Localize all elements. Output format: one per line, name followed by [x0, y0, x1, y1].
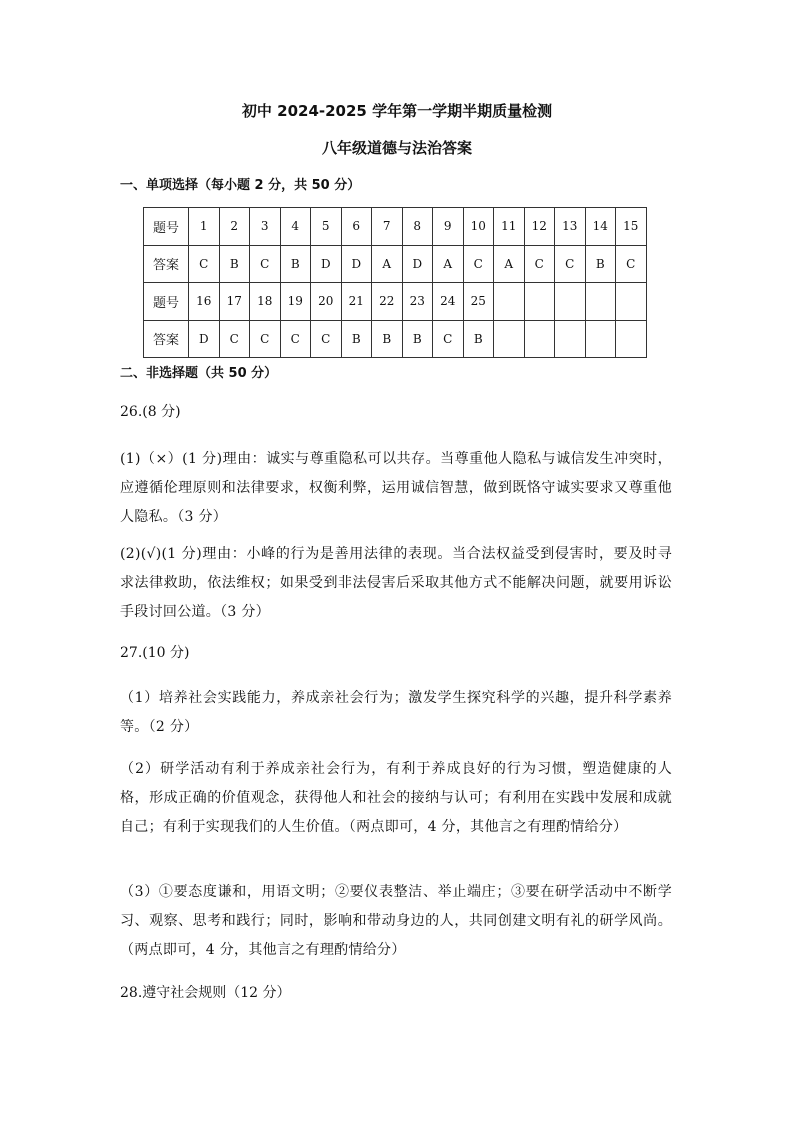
answer-table-cell: B [585, 245, 616, 283]
section-1-heading: 一、单项选择（每小题 2 分，共 50 分） [120, 178, 361, 193]
answer-table-cell: 12 [524, 208, 555, 246]
answer-table-cell: 4 [280, 208, 311, 246]
answer-table-cell: C [189, 245, 220, 283]
answer-table-cell [585, 320, 616, 358]
answer-table-row-label: 答案 [144, 245, 189, 283]
answer-table-cell: 13 [555, 208, 586, 246]
answer-table-cell: B [280, 245, 311, 283]
answer-table-cell [555, 320, 586, 358]
answer-table-cell: B [219, 245, 250, 283]
answer-table-cell: A [494, 245, 525, 283]
question-27-part-2: （2）研学活动有利于养成亲社会行为，有利于养成良好的行为习惯，塑造健康的人格，形成正确的价值观念，获得他人和社会的接纳与认可；有利用在实践中发展和成就自己；有利于实现我们的人生价值。（两点即可，4 分，其他言之有理酌情给分） [120, 761, 672, 835]
answer-table-cell [585, 283, 616, 321]
answer-table-cell: 24 [433, 283, 464, 321]
answer-table-cell: D [402, 245, 433, 283]
answer-table-cell: 7 [372, 208, 403, 246]
answer-table-cell: 22 [372, 283, 403, 321]
answer-table-row-label: 题号 [144, 283, 189, 321]
answer-table-cell: 21 [341, 283, 372, 321]
answer-table-cell: 9 [433, 208, 464, 246]
answer-table [143, 207, 647, 358]
question-27-part-3: （3）①要态度谦和，用语文明；②要仪表整洁、举止端庄；③要在研学活动中不断学习、观察、思考和践行；同时，影响和带动身边的人，共同创建文明有礼的研学风尚。（两点即可，4 分，其他言之有理酌情给分） [120, 884, 672, 958]
answer-table-cell: D [341, 245, 372, 283]
answer-table-cell: 3 [250, 208, 281, 246]
question-27-part-1: （1）培养社会实践能力，养成亲社会行为；激发学生探究科学的兴趣，提升科学素养等。（2 分） [120, 690, 672, 735]
answer-table-cell: 23 [402, 283, 433, 321]
answer-table-cell [494, 283, 525, 321]
answer-table-cell [524, 320, 555, 358]
document-subtitle: 八年级道德与法治答案 [321, 139, 472, 157]
answer-table-body [144, 208, 647, 358]
answer-table-row [144, 283, 647, 321]
answer-table-row [144, 320, 647, 358]
answer-table-cell: 17 [219, 283, 250, 321]
answer-table-cell [524, 283, 555, 321]
answer-table-cell: C [219, 320, 250, 358]
answer-table-cell: B [341, 320, 372, 358]
answer-table-cell: 8 [402, 208, 433, 246]
answer-table-cell [616, 320, 647, 358]
answer-table-cell: C [524, 245, 555, 283]
answer-table-cell: 25 [463, 283, 494, 321]
answer-table-cell [616, 283, 647, 321]
answer-table-cell: A [433, 245, 464, 283]
answer-table-cell: D [189, 320, 220, 358]
answer-table-cell: 18 [250, 283, 281, 321]
question-27-title: 27.(10 分) [120, 645, 190, 661]
section-2-heading: 二、非选择题（共 50 分） [120, 366, 278, 381]
answer-table-cell: B [372, 320, 403, 358]
answer-table-cell: B [463, 320, 494, 358]
answer-table-cell: A [372, 245, 403, 283]
answer-table-cell: C [433, 320, 464, 358]
document-title: 初中 2024-2025 学年第一学期半期质量检测 [241, 102, 553, 120]
answer-table-cell: 2 [219, 208, 250, 246]
answer-table-cell: 11 [494, 208, 525, 246]
answer-table-cell: 14 [585, 208, 616, 246]
answer-table-row-label: 答案 [144, 320, 189, 358]
question-26-part-2: (2)(√)(1 分)理由：小峰的行为是善用法律的表现。当合法权益受到侵害时，要及时寻求法律救助，依法维权；如果受到非法侵害后采取其他方式不能解决问题，就要用诉讼手段讨回公道。（3 分） [120, 546, 672, 620]
answer-table-cell: C [280, 320, 311, 358]
answer-table-cell: D [311, 245, 342, 283]
answer-table-row-label: 题号 [144, 208, 189, 246]
answer-table-cell: C [616, 245, 647, 283]
question-28-title: 28.遵守社会规则（12 分） [120, 985, 291, 1001]
answer-table-cell [494, 320, 525, 358]
question-26-part-1: (1)（×）(1 分)理由：诚实与尊重隐私可以共存。当尊重他人隐私与诚信发生冲突时，应遵循伦理原则和法律要求，权衡利弊，运用诚信智慧，做到既恪守诚实要求又尊重他人隐私。（3 分） [120, 451, 672, 525]
answer-table-row [144, 208, 647, 246]
question-26-title: 26.(8 分) [120, 404, 181, 420]
answer-table-cell: C [250, 245, 281, 283]
answer-table-cell: 5 [311, 208, 342, 246]
answer-table-cell: C [311, 320, 342, 358]
answer-table-cell: B [402, 320, 433, 358]
answer-table-cell [555, 283, 586, 321]
answer-table-row [144, 245, 647, 283]
answer-table-cell: 20 [311, 283, 342, 321]
answer-table-cell: 16 [189, 283, 220, 321]
answer-table-cell: C [555, 245, 586, 283]
answer-table-cell: 10 [463, 208, 494, 246]
answer-table-cell: C [463, 245, 494, 283]
answer-table-cell: 6 [341, 208, 372, 246]
answer-table-cell: 19 [280, 283, 311, 321]
answer-table-cell: C [250, 320, 281, 358]
answer-table-cell: 15 [616, 208, 647, 246]
answer-table-cell: 1 [189, 208, 220, 246]
